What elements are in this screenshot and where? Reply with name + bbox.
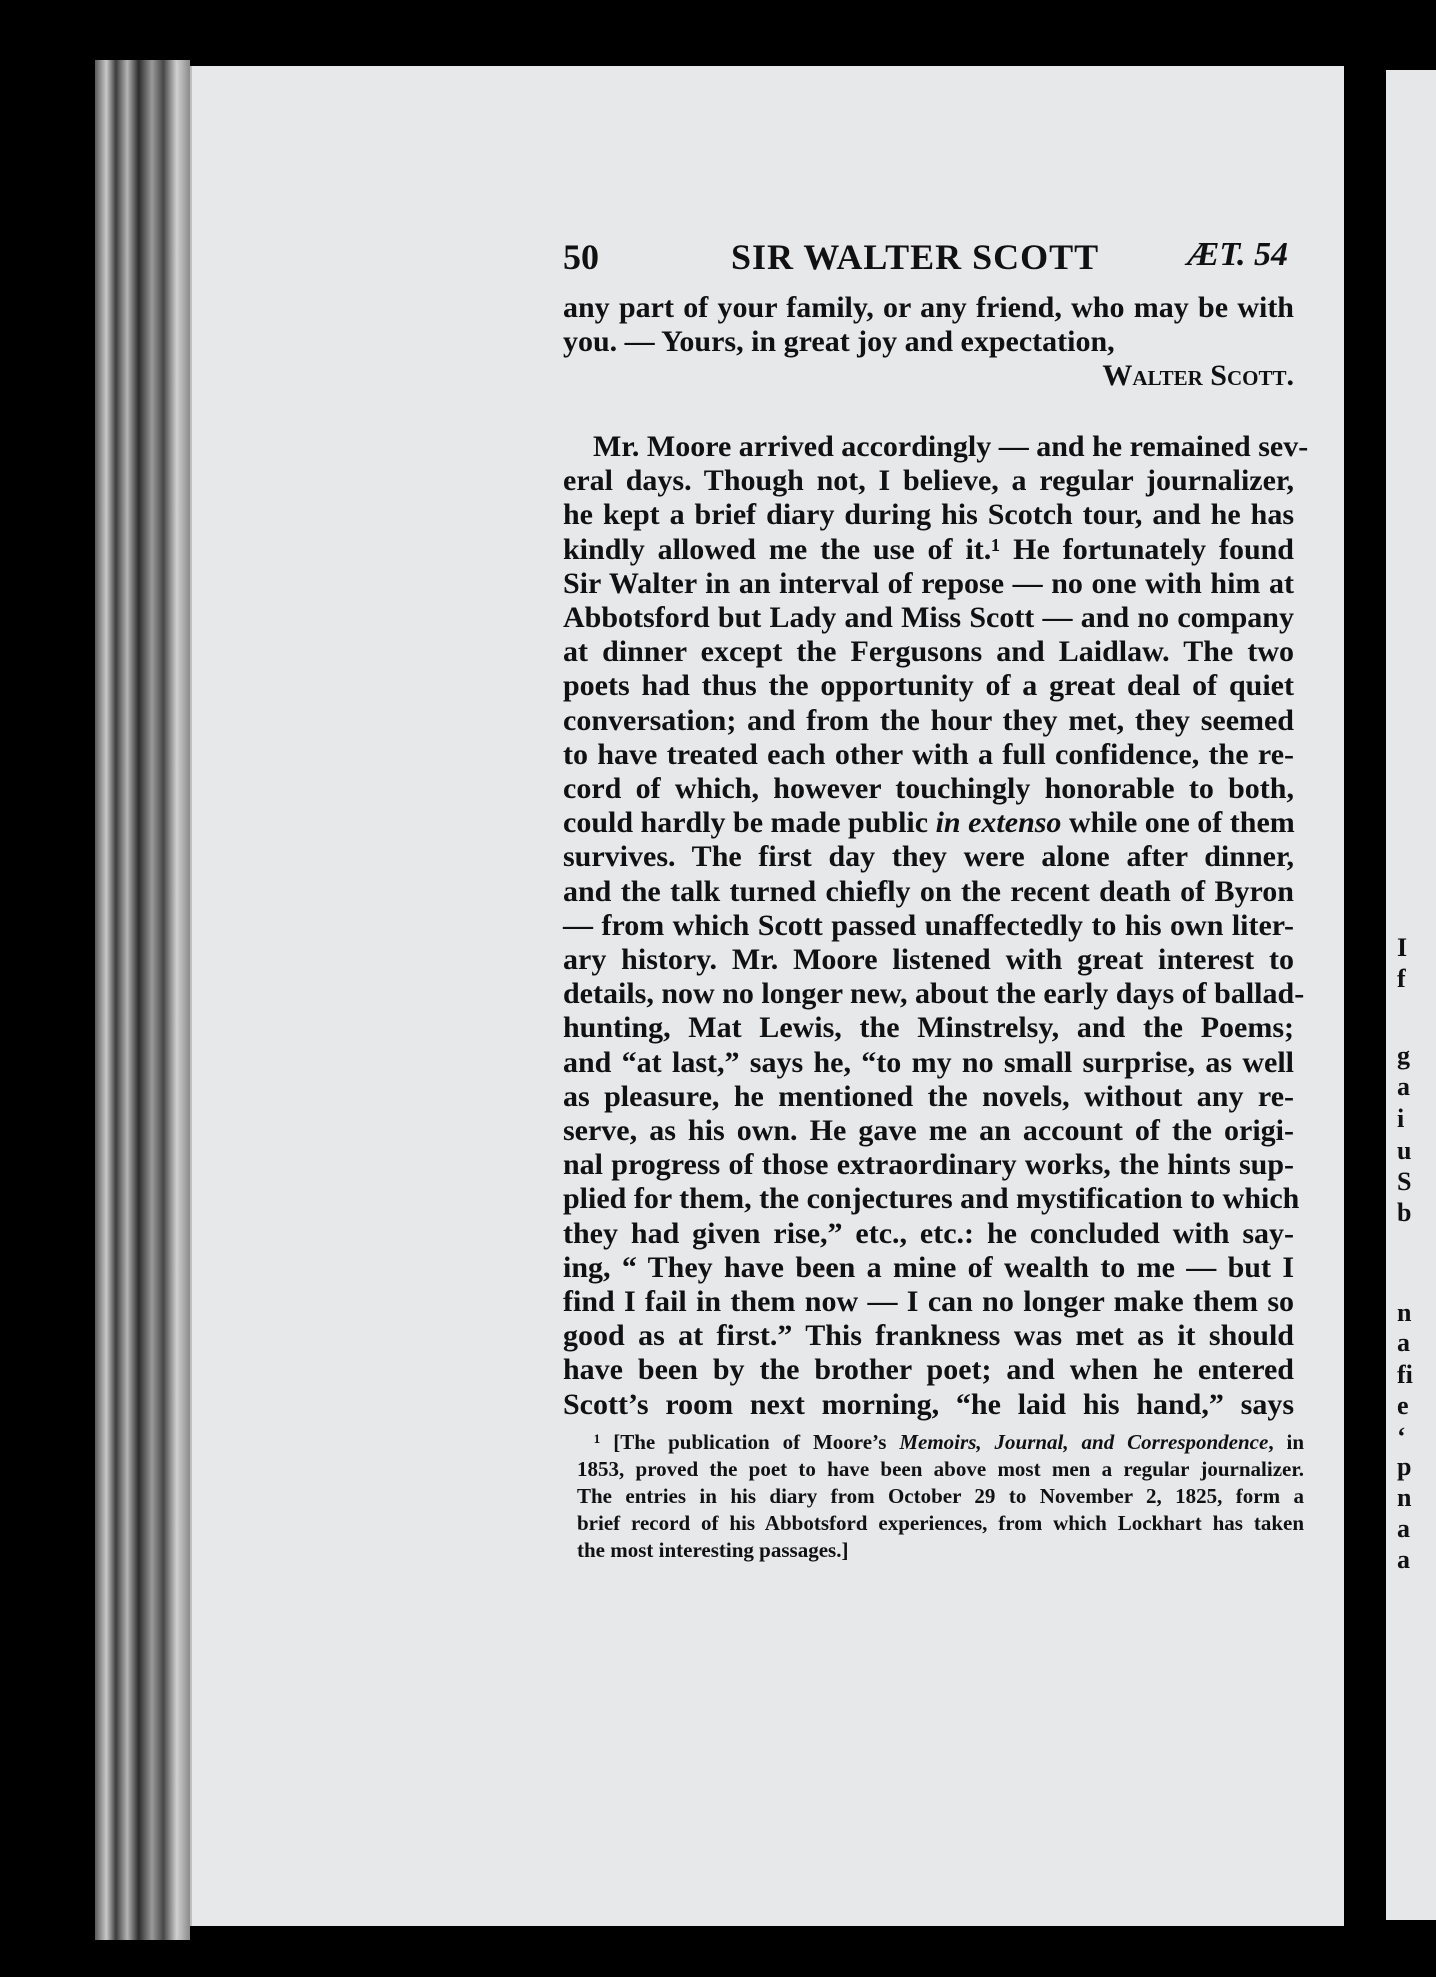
body-line: find I fail in them now — I can no longer make them so bbox=[563, 1285, 1294, 1318]
letter-signature: Walter Scott. bbox=[1102, 359, 1294, 392]
facing-page-fragment: a bbox=[1397, 1514, 1410, 1543]
facing-page-fragment: n bbox=[1397, 1483, 1412, 1512]
page-number: 50 bbox=[563, 237, 599, 277]
facing-page-fragment: I bbox=[1397, 933, 1408, 962]
footnote-line: brief record of his Abbotsford experiences, from which Lockhart has taken bbox=[577, 1511, 1304, 1535]
body-line: ing, “ They have been a mine of wealth to me — but I bbox=[563, 1250, 1294, 1284]
facing-page-fragment: f bbox=[1397, 964, 1406, 993]
facing-page-fragment: n bbox=[1397, 1298, 1412, 1327]
body-line: as pleasure, he mentioned the novels, without any re- bbox=[563, 1079, 1294, 1113]
letter-line: any part of your family, or any friend, who may be with bbox=[563, 291, 1294, 324]
facing-page-fragment: p bbox=[1397, 1452, 1412, 1481]
facing-page-fragment: b bbox=[1397, 1198, 1412, 1227]
body-line: cord of which, however touchingly honorable to both, bbox=[563, 772, 1294, 805]
footnote-line: The entries in his diary from October 29 to November 2, 1825, form a bbox=[577, 1484, 1304, 1508]
age-marker: ÆT. 54 bbox=[1187, 236, 1288, 273]
facing-page-fragment: fi bbox=[1397, 1360, 1413, 1389]
letter-line: you. — Yours, in great joy and expectation, bbox=[563, 325, 1115, 358]
body-line: details, now no longer new, about the early days of ballad- bbox=[563, 977, 1305, 1011]
footnote-line: ¹ [The publication of Moore’s Memoirs, Journal, and Correspondence, in bbox=[594, 1430, 1305, 1454]
body-line: ary history. Mr. Moore listened with great interest to bbox=[563, 943, 1294, 976]
facing-page-fragment: a bbox=[1397, 1328, 1410, 1357]
body-line: Scott’s room next morning, “he laid his hand,” says bbox=[563, 1387, 1294, 1421]
facing-page-fragment: e bbox=[1397, 1391, 1409, 1420]
running-title: SIR WALTER SCOTT bbox=[731, 237, 1100, 277]
body-line: serve, as his own. He gave me an account of the origi- bbox=[563, 1114, 1294, 1147]
body-line: survives. The first day they were alone after dinner, bbox=[563, 840, 1294, 874]
facing-page-fragment: ‘ bbox=[1397, 1422, 1406, 1451]
body-line: have been by the brother poet; and when he entered bbox=[563, 1353, 1294, 1387]
facing-page-fragment: a bbox=[1397, 1072, 1410, 1101]
body-line: kindly allowed me the use of it.¹ He fortunately found bbox=[563, 532, 1294, 566]
body-line: to have treated each other with a full confidence, the re- bbox=[563, 737, 1294, 771]
facing-page-fragment: i bbox=[1397, 1104, 1405, 1133]
facing-page-fragment: S bbox=[1397, 1167, 1412, 1196]
body-line: he kept a brief diary during his Scotch tour, and he has bbox=[563, 498, 1294, 532]
facing-page-fragment: a bbox=[1397, 1545, 1410, 1574]
body-line: Mr. Moore arrived accordingly — and he remained sev- bbox=[593, 430, 1309, 463]
running-header bbox=[563, 236, 1288, 280]
body-line: eral days. Though not, I believe, a regular journalizer, bbox=[563, 464, 1294, 498]
facing-page-edge bbox=[1386, 70, 1436, 1920]
body-line: and “at last,” says he, “to my no small surprise, as well bbox=[563, 1045, 1294, 1079]
body-line: Abbotsford but Lady and Miss Scott — and no company bbox=[563, 601, 1294, 634]
body-line: at dinner except the Fergusons and Laidlaw. The two bbox=[563, 635, 1294, 669]
body-line: — from which Scott passed unaffectedly to his own liter- bbox=[563, 908, 1294, 942]
facing-page-fragment: g bbox=[1397, 1041, 1410, 1070]
footnote-line: the most interesting passages.] bbox=[577, 1538, 849, 1562]
body-line: they had given rise,” etc., etc.: he concluded with say- bbox=[563, 1216, 1294, 1250]
body-line: plied for them, the conjectures and mystification to which bbox=[563, 1182, 1300, 1216]
body-line: nal progress of those extraordinary works, the hints sup- bbox=[563, 1148, 1294, 1182]
body-line: and the talk turned chiefly on the recent death of Byron bbox=[563, 874, 1294, 908]
book-binding-edge bbox=[95, 60, 190, 1940]
body-line: could hardly be made public in extenso while one of them bbox=[563, 806, 1295, 840]
footnote-line: 1853, proved the poet to have been above most men a regular journalizer. bbox=[577, 1457, 1304, 1481]
body-line: Sir Walter in an interval of repose — no one with him at bbox=[563, 566, 1294, 600]
body-line: poets had thus the opportunity of a great deal of quiet bbox=[563, 669, 1294, 703]
body-line: conversation; and from the hour they met, they seemed bbox=[563, 703, 1294, 737]
body-line: hunting, Mat Lewis, the Minstrelsy, and the Poems; bbox=[563, 1011, 1294, 1045]
body-line: good as at first.” This frankness was met as it should bbox=[563, 1319, 1294, 1353]
facing-page-fragment: u bbox=[1397, 1136, 1412, 1165]
